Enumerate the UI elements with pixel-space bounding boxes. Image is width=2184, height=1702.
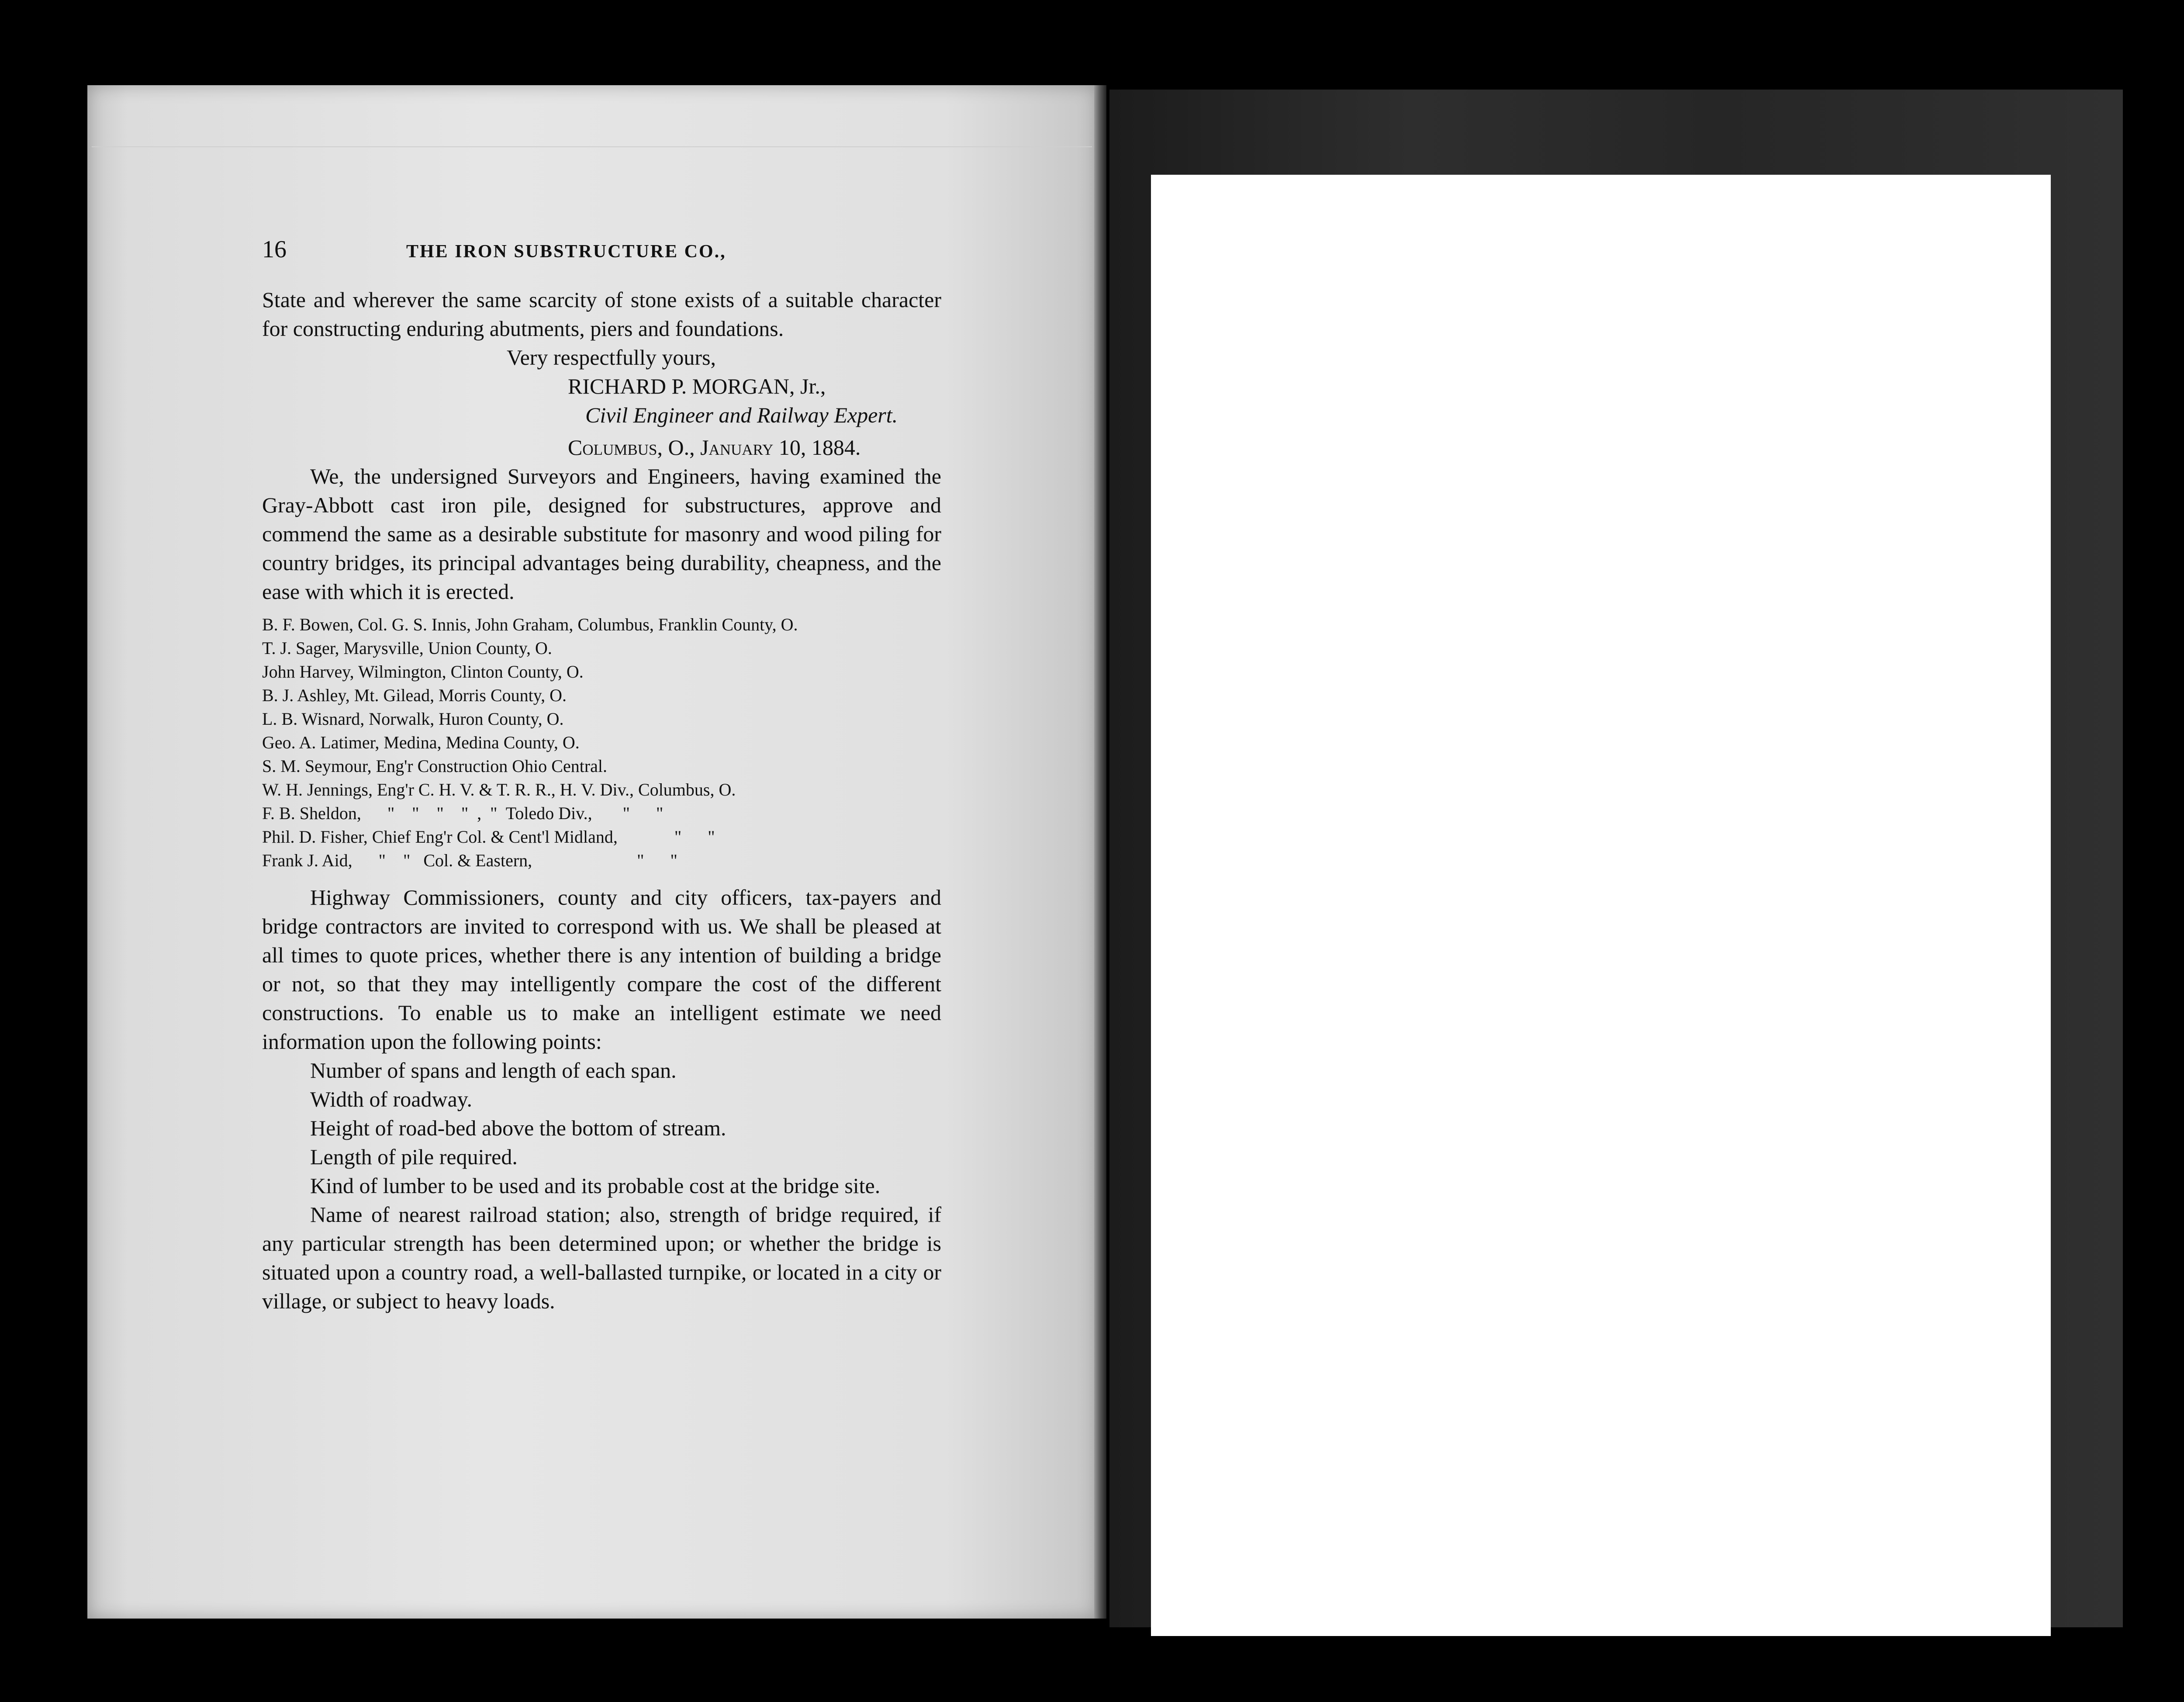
page-text: [262, 235, 941, 1315]
running-head-title: THE IRON SUBSTRUCTURE CO.,: [406, 242, 726, 262]
point-item: Width of roadway.: [310, 1087, 473, 1111]
lumber-point: Kind of lumber to be used and its probable cost at the bridge site.: [310, 1173, 881, 1198]
point-item: Length of pile required.: [310, 1145, 518, 1169]
signer-row: Phil. D. Fisher, Chief Eng'r Col. & Cent'l Midland, " ": [262, 827, 715, 847]
blank-right-page: [1151, 175, 2051, 1636]
signer-row: F. B. Sheldon, " " " " , " Toledo Div., " ": [262, 803, 663, 823]
spacer: [262, 343, 507, 372]
letter-closing-paragraph: State and wherever the same scarcity of stone exists of a suitable character for constructing enduring abutments, piers and foundations.: [262, 287, 941, 341]
signer-name: RICHARD P. MORGAN, Jr.,: [568, 374, 826, 398]
signer-title: Civil Engineer and Railway Expert.: [585, 403, 898, 427]
point-item: Number of spans and length of each span.: [310, 1058, 677, 1083]
railroad-point: Name of nearest railroad station; also, strength of bridge required, if any particular strength has been determined upon; or whether the bridge is situated upon a country road, a well-ballasted turnpike, or located in a city or village, or subject to heavy loads.: [262, 1202, 941, 1313]
page-edge-rule: [92, 146, 1092, 147]
signer-row: T. J. Sager, Marysville, Union County, O.: [262, 638, 552, 658]
point-item: Height of road-bed above the bottom of stream.: [310, 1116, 726, 1140]
invitation-paragraph: Highway Commissioners, county and city officers, tax-payers and bridge contractors are invited to correspond with us. We shall be pleased at all times to quote prices, whether there is any intention of building a bridge or not, so that they may intelligently compare the cost of the different constructions. To enable us to make an intelligent estimate we need information upon the following points:: [262, 885, 941, 1054]
signer-row: B. J. Ashley, Mt. Gilead, Morris County, O.: [262, 685, 567, 705]
signer-row: L. B. Wisnard, Norwalk, Huron County, O.: [262, 709, 564, 729]
page-number: 16: [262, 236, 287, 263]
endorsement-paragraph: We, the undersigned Surveyors and Engineers, having examined the Gray-Abbott cast iron pile, designed for substructures, approve and commend the same as a desirable substitute for masonry and wood piling for country bridges, its principal advantages being durability, cheapness, and the ease with which it is erected.: [262, 464, 941, 604]
valediction: Very respectfully yours,: [507, 345, 716, 370]
book-gutter: [1094, 85, 1106, 1619]
signers-list: [262, 613, 941, 872]
signer-row: John Harvey, Wilmington, Clinton County, O.: [262, 662, 584, 681]
signer-row: S. M. Seymour, Eng'r Construction Ohio Central.: [262, 756, 607, 776]
valediction-line: [262, 343, 941, 372]
running-head: [262, 235, 941, 266]
signer-row: W. H. Jennings, Eng'r C. H. V. & T. R. R., H. V. Div., Columbus, O.: [262, 780, 736, 799]
signer-row: B. F. Bowen, Col. G. S. Innis, John Graham, Columbus, Franklin County, O.: [262, 615, 798, 634]
signer-row: Geo. A. Latimer, Medina, Medina County, O.: [262, 733, 580, 752]
place-date: Columbus, O., January 10, 1884.: [568, 435, 861, 460]
signer-row: Frank J. Aid, " " Col. & Eastern, " ": [262, 851, 677, 870]
